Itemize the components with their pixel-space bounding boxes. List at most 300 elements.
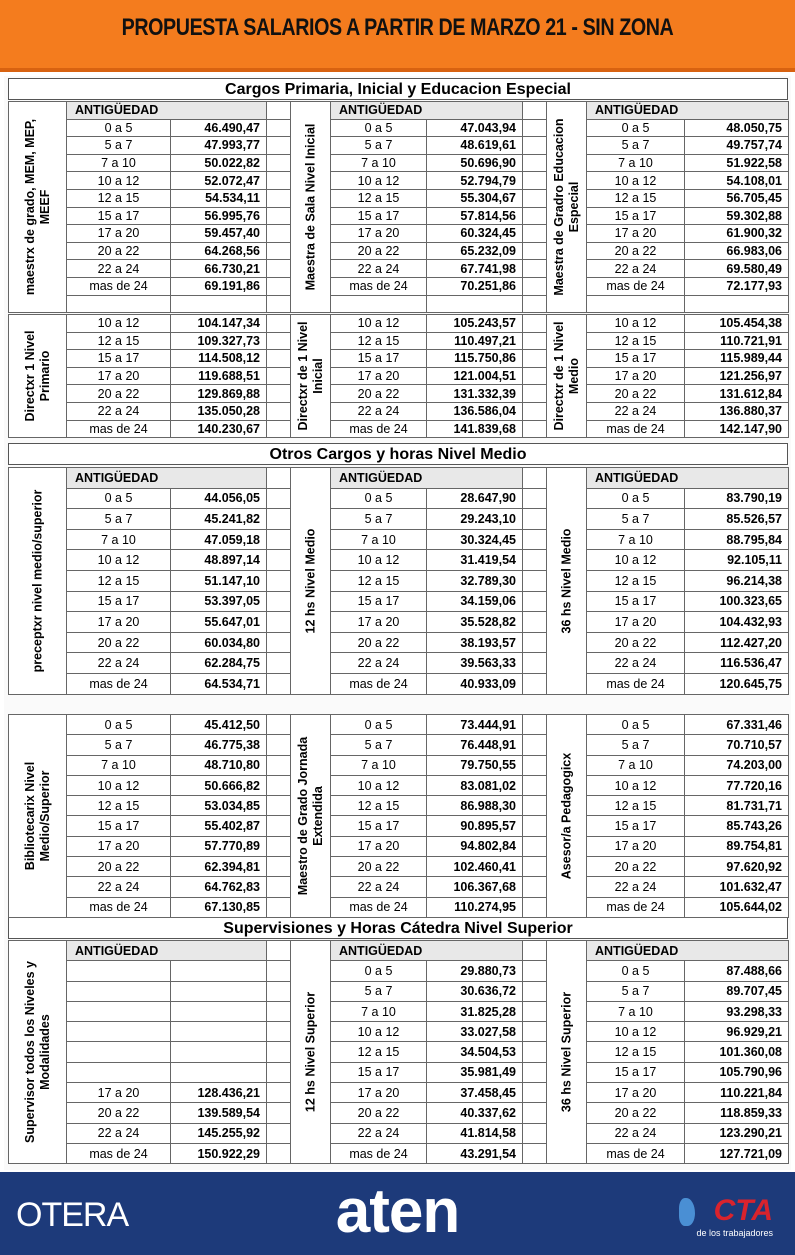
antiguedad-range: 5 a 7 [587, 981, 685, 1001]
title-bar [0, 0, 795, 72]
antiguedad-range: 12 a 15 [587, 332, 685, 350]
salary-value: 96.929,21 [685, 1022, 789, 1042]
salary-value: 37.458,45 [427, 1083, 523, 1103]
salary-value: 62.284,75 [171, 653, 267, 674]
antiguedad-range: 15 a 17 [587, 350, 685, 368]
antiguedad-range: mas de 24 [587, 277, 685, 295]
spacer-cell [523, 1123, 547, 1143]
antiguedad-range: 17 a 20 [587, 367, 685, 385]
salary-value: 77.720,16 [685, 775, 789, 795]
antiguedad-range: mas de 24 [331, 673, 427, 694]
spacer-cell [523, 897, 547, 917]
spacer-cell [523, 242, 547, 260]
spacer-cell [267, 570, 291, 591]
argentina-map-icon [679, 1198, 695, 1226]
salary-value [171, 961, 267, 981]
spacer-cell [267, 755, 291, 775]
antiguedad-range: 5 a 7 [67, 137, 171, 155]
spacer-cell [523, 755, 547, 775]
spacer-cell [267, 154, 291, 172]
salary-value: 48.897,14 [171, 550, 267, 571]
spacer-cell [267, 315, 291, 333]
salary-value: 97.620,92 [685, 857, 789, 877]
category-label: Maestro de Grado Jornada Extendida [295, 736, 325, 896]
salary-value: 109.327,73 [171, 332, 267, 350]
table-row [9, 277, 789, 295]
salary-value: 89.754,81 [685, 836, 789, 856]
spacer-cell [267, 102, 291, 120]
spacer-cell [523, 367, 547, 385]
spacer-cell [523, 1083, 547, 1103]
table-row [9, 420, 789, 438]
spacer-cell [267, 385, 291, 403]
spacer-cell [267, 1103, 291, 1123]
salary-value: 57.770,89 [171, 836, 267, 856]
antiguedad-range: 20 a 22 [67, 857, 171, 877]
antiguedad-range: 20 a 22 [67, 632, 171, 653]
salary-value: 139.589,54 [171, 1103, 267, 1123]
salary-value: 52.072,47 [171, 172, 267, 190]
antiguedad-range: 20 a 22 [67, 385, 171, 403]
salary-value: 89.707,45 [685, 981, 789, 1001]
spacer-cell [267, 550, 291, 571]
antiguedad-range: 10 a 12 [331, 172, 427, 190]
category-label: 12 hs Nivel Superior [303, 992, 317, 1113]
salary-value: 141.839,68 [427, 420, 523, 438]
spacer-cell [523, 570, 547, 591]
category-label-cell [291, 715, 331, 918]
antiguedad-range: mas de 24 [331, 897, 427, 917]
salary-value: 40.933,09 [427, 673, 523, 694]
antiguedad-range: 17 a 20 [587, 1083, 685, 1103]
table-row [9, 260, 789, 278]
spacer-cell [267, 189, 291, 207]
antiguedad-range: 17 a 20 [331, 1083, 427, 1103]
antiguedad-range: 20 a 22 [331, 857, 427, 877]
spacer-cell [267, 961, 291, 981]
antiguedad-range: 0 a 5 [331, 488, 427, 509]
spacer-cell [523, 332, 547, 350]
salary-value: 110.497,21 [427, 332, 523, 350]
salary-value: 67.741,98 [427, 260, 523, 278]
antiguedad-range: 5 a 7 [587, 137, 685, 155]
salary-value: 57.814,56 [427, 207, 523, 225]
category-label-cell [547, 941, 587, 1164]
table-row [9, 529, 789, 550]
antiguedad-range: mas de 24 [587, 897, 685, 917]
antiguedad-range: 22 a 24 [587, 402, 685, 420]
antiguedad-range: 7 a 10 [331, 154, 427, 172]
antiguedad-range: 22 a 24 [587, 653, 685, 674]
antiguedad-range: 22 a 24 [587, 260, 685, 278]
salary-value: 64.268,56 [171, 242, 267, 260]
salary-value: 92.105,11 [685, 550, 789, 571]
antiguedad-range: 12 a 15 [331, 570, 427, 591]
category-label-cell [9, 715, 67, 918]
antiguedad-range: 0 a 5 [587, 488, 685, 509]
spacer-cell [523, 775, 547, 795]
category-label-cell [547, 468, 587, 695]
antiguedad-range: 0 a 5 [331, 961, 427, 981]
spacer-cell [523, 315, 547, 333]
spacer-cell [267, 332, 291, 350]
salary-value: 30.324,45 [427, 529, 523, 550]
spacer-cell [267, 295, 291, 313]
salary-value: 85.743,26 [685, 816, 789, 836]
salary-value: 69.191,86 [171, 277, 267, 295]
antiguedad-range: 22 a 24 [331, 1123, 427, 1143]
spacer-cell [523, 877, 547, 897]
antiguedad-range: 20 a 22 [331, 242, 427, 260]
antiguedad-range: 7 a 10 [331, 755, 427, 775]
spacer-cell [267, 796, 291, 816]
table-row [9, 119, 789, 137]
category-label: Directxr de 1 Nivel Medio [551, 321, 581, 431]
antiguedad-range: 7 a 10 [587, 755, 685, 775]
category-label-cell [547, 715, 587, 918]
salary-value: 46.775,38 [171, 735, 267, 755]
salary-value: 65.232,09 [427, 242, 523, 260]
spacer-cell [523, 529, 547, 550]
category-label-cell [9, 102, 67, 313]
salary-value: 29.243,10 [427, 509, 523, 530]
footer-logos [0, 1172, 795, 1255]
category-label-cell [547, 315, 587, 438]
salary-value: 116.536,47 [685, 653, 789, 674]
antiguedad-range: 20 a 22 [331, 1103, 427, 1123]
antiguedad-range: 7 a 10 [587, 1001, 685, 1021]
section-title-primaria: Cargos Primaria, Inicial y Educacion Especial [8, 78, 788, 100]
salary-value: 45.412,50 [171, 715, 267, 735]
antiguedad-range: 5 a 7 [587, 735, 685, 755]
table-row [9, 1143, 789, 1163]
table-row [9, 137, 789, 155]
antiguedad-range: 12 a 15 [331, 1042, 427, 1062]
spacer-cell [523, 591, 547, 612]
antiguedad-range: 10 a 12 [587, 550, 685, 571]
salary-value: 131.332,39 [427, 385, 523, 403]
spacer-cell [523, 961, 547, 981]
category-label: 36 hs Nivel Superior [559, 992, 573, 1113]
antiguedad-range: mas de 24 [67, 673, 171, 694]
spacer-cell [267, 1083, 291, 1103]
table-row [9, 172, 789, 190]
antiguedad-range: mas de 24 [67, 1143, 171, 1163]
table-row [9, 385, 789, 403]
salary-value: 105.243,57 [427, 315, 523, 333]
antiguedad-range: 12 a 15 [331, 332, 427, 350]
antiguedad-range: 15 a 17 [67, 350, 171, 368]
salary-value: 41.814,58 [427, 1123, 523, 1143]
salary-value: 56.995,76 [171, 207, 267, 225]
spacer-cell [523, 119, 547, 137]
antiguedad-header: ANTIGÜEDAD [331, 102, 523, 120]
antiguedad-range: 5 a 7 [67, 509, 171, 530]
spacer-cell [267, 591, 291, 612]
blank-cell [331, 295, 427, 313]
antiguedad-range: mas de 24 [331, 1143, 427, 1163]
antiguedad-range: 22 a 24 [587, 1123, 685, 1143]
table-row [9, 570, 789, 591]
spacer-cell [523, 137, 547, 155]
salary-value: 53.034,85 [171, 796, 267, 816]
salary-value: 52.794,79 [427, 172, 523, 190]
antiguedad-range: 15 a 17 [587, 816, 685, 836]
salary-value [171, 981, 267, 1001]
section-title-medio: Otros Cargos y horas Nivel Medio [8, 443, 788, 465]
spacer-cell [523, 735, 547, 755]
category-label: Maestra de Gradro Educacion Especial [551, 118, 581, 296]
cta-logo: CTA [713, 1194, 773, 1227]
antiguedad-header: ANTIGÜEDAD [587, 941, 789, 961]
antiguedad-range: mas de 24 [587, 673, 685, 694]
spacer-cell [267, 653, 291, 674]
salary-value: 121.004,51 [427, 367, 523, 385]
table-row [9, 796, 789, 816]
salary-value [171, 1042, 267, 1062]
category-label: maestrx de grado, MEM, MEP, MEEF [22, 118, 52, 296]
table-row [9, 189, 789, 207]
blank-cell [171, 295, 267, 313]
salary-value: 55.304,67 [427, 189, 523, 207]
antiguedad-range: 0 a 5 [67, 715, 171, 735]
salary-value: 115.750,86 [427, 350, 523, 368]
spacer-cell [523, 260, 547, 278]
antiguedad-range: 5 a 7 [331, 981, 427, 1001]
salary-value: 118.859,33 [685, 1103, 789, 1123]
antiguedad-range: 0 a 5 [331, 119, 427, 137]
antiguedad-range: 20 a 22 [67, 242, 171, 260]
salary-value: 54.534,11 [171, 189, 267, 207]
salary-value: 59.302,88 [685, 207, 789, 225]
spacer-cell [267, 836, 291, 856]
antiguedad-range: 7 a 10 [331, 1001, 427, 1021]
table-row [9, 242, 789, 260]
antiguedad-range: 20 a 22 [331, 632, 427, 653]
spacer-cell [523, 295, 547, 313]
antiguedad-range: 0 a 5 [587, 715, 685, 735]
salary-value: 136.880,37 [685, 402, 789, 420]
cta-subtitle: de los trabajadores [696, 1228, 773, 1238]
salary-value: 135.050,28 [171, 402, 267, 420]
antiguedad-range: 15 a 17 [587, 591, 685, 612]
salary-value: 51.147,10 [171, 570, 267, 591]
antiguedad-range: 0 a 5 [587, 119, 685, 137]
category-label: Asesor/a Pedagogicx [559, 752, 573, 880]
antiguedad-range [67, 1042, 171, 1062]
salary-value: 110.221,84 [685, 1083, 789, 1103]
antiguedad-range: 22 a 24 [67, 1123, 171, 1143]
category-label-cell [9, 315, 67, 438]
antiguedad-range [67, 1062, 171, 1082]
antiguedad-range: 5 a 7 [67, 735, 171, 755]
antiguedad-range: 12 a 15 [587, 570, 685, 591]
antiguedad-range: 20 a 22 [587, 1103, 685, 1123]
table-row [9, 402, 789, 420]
antiguedad-range: 22 a 24 [587, 877, 685, 897]
antiguedad-range: 10 a 12 [331, 1022, 427, 1042]
antiguedad-range: 7 a 10 [587, 529, 685, 550]
salary-value: 129.869,88 [171, 385, 267, 403]
salary-value: 140.230,67 [171, 420, 267, 438]
spacer-cell [523, 1001, 547, 1021]
spacer-cell [267, 1042, 291, 1062]
table-row [9, 1001, 789, 1021]
spacer-cell [267, 137, 291, 155]
salary-value: 31.419,54 [427, 550, 523, 571]
table-row [9, 509, 789, 530]
spacer-cell [523, 420, 547, 438]
table-row [9, 816, 789, 836]
salary-value: 121.256,97 [685, 367, 789, 385]
salary-value: 50.022,82 [171, 154, 267, 172]
table-row [9, 1042, 789, 1062]
spacer-cell [523, 154, 547, 172]
antiguedad-range: 5 a 7 [331, 137, 427, 155]
salary-value: 28.647,90 [427, 488, 523, 509]
salary-value: 70.251,86 [427, 277, 523, 295]
antiguedad-range: 22 a 24 [67, 260, 171, 278]
salary-value: 112.427,20 [685, 632, 789, 653]
salary-value: 46.490,47 [171, 119, 267, 137]
antiguedad-range: 20 a 22 [331, 385, 427, 403]
table-row [9, 488, 789, 509]
table-row [9, 755, 789, 775]
salary-value: 85.526,57 [685, 509, 789, 530]
salary-value: 47.043,94 [427, 119, 523, 137]
antiguedad-range: 7 a 10 [67, 154, 171, 172]
antiguedad-range: 17 a 20 [587, 225, 685, 243]
antiguedad-range: 10 a 12 [331, 775, 427, 795]
antiguedad-range: 7 a 10 [67, 755, 171, 775]
section-title-superior: Supervisiones y Horas Cátedra Nivel Superior [8, 917, 788, 939]
salary-value: 60.034,80 [171, 632, 267, 653]
salary-value: 115.989,44 [685, 350, 789, 368]
salary-value: 66.730,21 [171, 260, 267, 278]
table-row [9, 1103, 789, 1123]
salary-value: 51.922,58 [685, 154, 789, 172]
table-row [9, 225, 789, 243]
antiguedad-range: 22 a 24 [331, 877, 427, 897]
antiguedad-range: mas de 24 [67, 420, 171, 438]
spacer-cell [267, 1062, 291, 1082]
table-row [9, 1062, 789, 1082]
antiguedad-range: 10 a 12 [67, 172, 171, 190]
antiguedad-range: 15 a 17 [67, 591, 171, 612]
antiguedad-range: 12 a 15 [587, 1042, 685, 1062]
antiguedad-range: 15 a 17 [331, 1062, 427, 1082]
salary-value: 83.081,02 [427, 775, 523, 795]
spacer-cell [523, 816, 547, 836]
salary-value: 67.331,46 [685, 715, 789, 735]
antiguedad-range: 12 a 15 [67, 189, 171, 207]
salary-value: 32.789,30 [427, 570, 523, 591]
antiguedad-range: 10 a 12 [67, 775, 171, 795]
antiguedad-range: 0 a 5 [331, 715, 427, 735]
salary-value: 114.508,12 [171, 350, 267, 368]
salary-value: 33.027,58 [427, 1022, 523, 1042]
spacer-cell [267, 981, 291, 1001]
salary-value: 47.059,18 [171, 529, 267, 550]
category-label-cell [291, 941, 331, 1164]
salary-value: 64.762,83 [171, 877, 267, 897]
salary-value: 101.360,08 [685, 1042, 789, 1062]
category-label: Maestra de Sala Nivel Inicial [303, 123, 317, 291]
salary-value: 86.988,30 [427, 796, 523, 816]
spacer-cell [267, 488, 291, 509]
spacer-cell [523, 350, 547, 368]
salary-value [171, 1062, 267, 1082]
salary-value: 102.460,41 [427, 857, 523, 877]
spacer-cell [267, 367, 291, 385]
blank-cell [67, 295, 171, 313]
antiguedad-range: 5 a 7 [331, 735, 427, 755]
spacer-cell [523, 509, 547, 530]
salary-value: 104.147,34 [171, 315, 267, 333]
salary-value: 131.612,84 [685, 385, 789, 403]
salary-value: 54.108,01 [685, 172, 789, 190]
table-row [9, 1022, 789, 1042]
salary-value: 105.790,96 [685, 1062, 789, 1082]
spacer-cell [523, 1103, 547, 1123]
salary-value: 34.159,06 [427, 591, 523, 612]
antiguedad-range: 15 a 17 [587, 207, 685, 225]
salary-value: 67.130,85 [171, 897, 267, 917]
table-row [9, 207, 789, 225]
salary-value: 31.825,28 [427, 1001, 523, 1021]
salary-value: 90.895,57 [427, 816, 523, 836]
category-label-cell [9, 468, 67, 695]
salary-value: 55.647,01 [171, 612, 267, 633]
antiguedad-range: 12 a 15 [587, 189, 685, 207]
antiguedad-range: 22 a 24 [331, 402, 427, 420]
table-row [9, 877, 789, 897]
table-row [9, 632, 789, 653]
antiguedad-header: ANTIGÜEDAD [67, 102, 267, 120]
antiguedad-range: 17 a 20 [331, 612, 427, 633]
antiguedad-range: 12 a 15 [331, 189, 427, 207]
spacer-cell [523, 207, 547, 225]
otera-logo: OTERA [16, 1196, 129, 1234]
antiguedad-range: 7 a 10 [587, 154, 685, 172]
spacer-cell [267, 242, 291, 260]
spacer-cell [267, 857, 291, 877]
table-row [9, 295, 789, 313]
category-label: Directxr de 1 Nivel Inicial [295, 321, 325, 431]
spacer-cell [267, 775, 291, 795]
antiguedad-header: ANTIGÜEDAD [67, 941, 267, 961]
antiguedad-range: 5 a 7 [587, 509, 685, 530]
salary-value: 50.666,82 [171, 775, 267, 795]
antiguedad-range: 15 a 17 [331, 591, 427, 612]
antiguedad-range: 20 a 22 [587, 632, 685, 653]
spacer-cell [523, 102, 547, 120]
spacer-cell [523, 715, 547, 735]
spacer-cell [523, 1042, 547, 1062]
salary-value: 74.203,00 [685, 755, 789, 775]
spacer-cell [267, 402, 291, 420]
antiguedad-range: 0 a 5 [67, 488, 171, 509]
salary-value: 88.795,84 [685, 529, 789, 550]
antiguedad-range: 17 a 20 [67, 225, 171, 243]
salary-value: 105.644,02 [685, 897, 789, 917]
antiguedad-range: 10 a 12 [331, 315, 427, 333]
salary-value: 55.402,87 [171, 816, 267, 836]
antiguedad-range: 22 a 24 [67, 877, 171, 897]
page-title: PROPUESTA SALARIOS A PARTIR DE MARZO 21 - SIN ZONA [121, 14, 674, 41]
table-row [9, 653, 789, 674]
antiguedad-range: 20 a 22 [587, 857, 685, 877]
